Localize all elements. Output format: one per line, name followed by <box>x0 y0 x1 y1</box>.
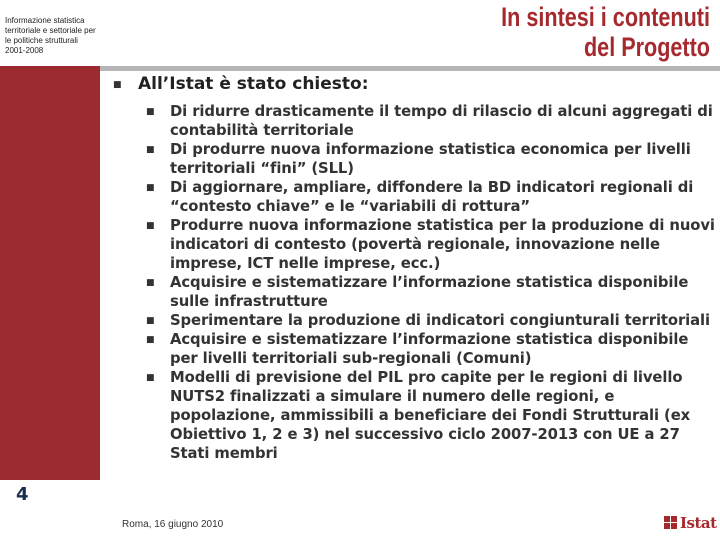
slide-title-line-2: del Progetto <box>583 32 710 62</box>
list-item <box>146 140 716 178</box>
list-item <box>146 102 716 140</box>
bullet-icon: ■ <box>146 335 155 345</box>
bullet-icon: ■ <box>146 316 155 326</box>
list-item <box>146 273 716 311</box>
list-item-text: Produrre nuova informazione statistica per la produzione di nuovi indicatori di contesto (povertà regionale, innovazione nelle imprese, ICT nelle imprese, ecc.) <box>170 217 715 272</box>
left-accent-band <box>0 0 100 540</box>
footer-date: Roma, 16 giugno 2010 <box>122 519 224 530</box>
bullet-icon: ■ <box>146 373 155 383</box>
bullet-icon: ■ <box>146 145 155 155</box>
slide-title-line-1: In sintesi i contenuti <box>501 2 710 32</box>
title-divider <box>100 66 720 71</box>
slide-heading: All’Istat è stato chiesto: <box>138 74 369 94</box>
slide-title <box>446 2 710 62</box>
logo-wordmark: Istat <box>680 514 717 532</box>
list-item-text: Modelli di previsione del PIL pro capite per le regioni di livello NUTS2 finalizzati a simulare il numero delle regioni, e popolazione, ammissibili a beneficiare dei Fondi Strutturali (ex Obiettivo 1, 2 e 3) nel successivo ciclo 2007-2013 con UE a 27 Stati membri <box>170 369 691 462</box>
heading-bullet-icon: ■ <box>113 80 122 90</box>
series-label: Informazione statistica territoriale e settoriale per le politiche strutturali 2001-2008 <box>5 16 96 55</box>
list-item-text: Di aggiornare, ampliare, diffondere la BD indicatori regionali di “contesto chiave” e le “variabili di rottura” <box>170 179 694 215</box>
list-item-text: Di ridurre drasticamente il tempo di rilascio di alcuni aggregati di contabilità territoriale <box>170 103 713 139</box>
list-item <box>146 311 716 330</box>
list-item-text: Di produrre nuova informazione statistica economica per livelli territoriali “fini” (SLL) <box>170 141 691 177</box>
istat-logo <box>664 514 717 534</box>
list-item-text: Sperimentare la produzione di indicatori congiunturali territoriali <box>170 312 710 329</box>
list-item <box>146 368 716 463</box>
list-item-text: Acquisire e sistematizzare l’informazione statistica disponibile sulle infrastrutture <box>170 274 689 310</box>
list-item-text: Acquisire e sistematizzare l’informazione statistica disponibile per livelli territoriali sub-regionali (Comuni) <box>170 331 689 367</box>
list-item <box>146 178 716 216</box>
bullet-icon: ■ <box>146 221 155 231</box>
list-item <box>146 330 716 368</box>
left-footer-area <box>0 480 100 540</box>
bullet-icon: ■ <box>146 107 155 117</box>
content-list <box>146 102 716 463</box>
bullet-icon: ■ <box>146 183 155 193</box>
list-item <box>146 216 716 273</box>
bullet-icon: ■ <box>146 278 155 288</box>
page-number: 4 <box>16 484 29 505</box>
